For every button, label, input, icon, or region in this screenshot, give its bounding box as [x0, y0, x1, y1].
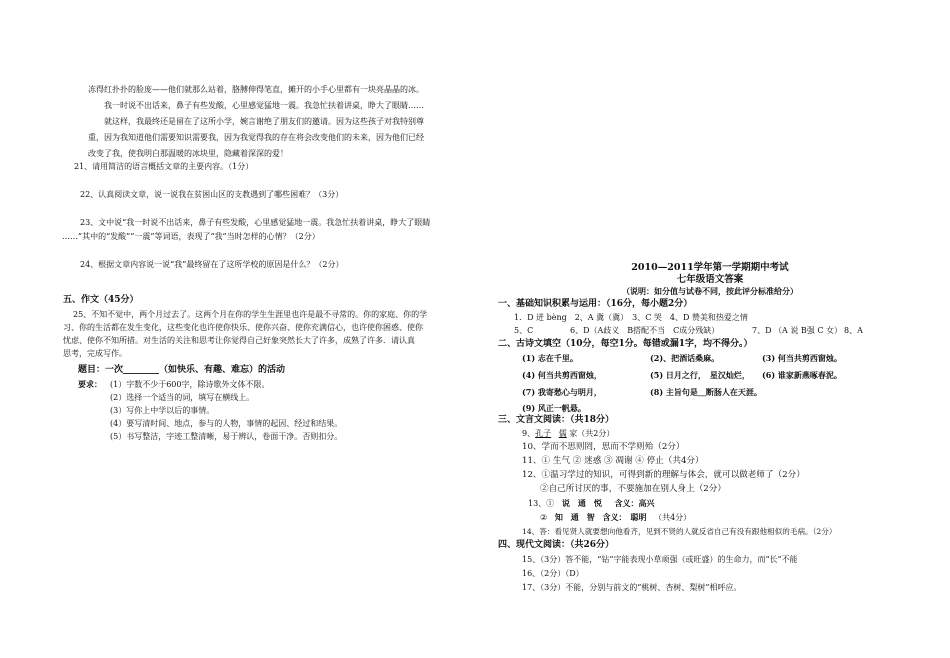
- poem-answer-5: (5) 日月之行， 星汉灿烂，: [650, 370, 750, 380]
- answer-14: 14、答：看见贤人就要想向他看齐，见到不贤的人就反省自己有没有跟他相似的毛病。（2分）: [522, 527, 837, 536]
- passage-line-2: 我一时说不出话来，鼻子有些发酸，心里感觉猛地一震。我急忙扶着讲桌，睁大了眼睛……: [104, 101, 424, 110]
- answer-13-prefix: 13、①: [528, 499, 555, 508]
- question-24: 24、根据文章内容说一说“我”最终留在了这所学校的原因是什么？（2分）: [80, 260, 344, 269]
- answer-12-line-1: 12、①温习学过的知识，可得到新的理解与体会，就可以做老师了（2分）: [522, 470, 805, 480]
- requirement-3: (3）写你上中学以后的事情。: [110, 406, 215, 415]
- section-1-answers-row-1: 1．D 迸 bèng 2、A 冀（冀） 3、C 哭 4、D 赞美和热爱之情: [514, 313, 748, 322]
- answer-12-line-2: ②自己所讨厌的事，不要施加在别人身上（2分）: [540, 484, 726, 494]
- section-1-answer-8: 8、A: [844, 326, 863, 335]
- answer-title: 2010—2011学年第一学期期中考试: [631, 262, 789, 273]
- passage-line-1: 冻得红扑扑的脸庞——他们就那么站着，胳膊伸得笔直，摊开的小手心里都有一块亮晶晶的冰。: [88, 85, 424, 94]
- question-22: 22、认真阅读文章，说一说我在贫困山区的支教遇到了哪些困难？（3分）: [80, 190, 344, 199]
- answer-17: 17、（3分）不能，分别与前文的“桃树、杏树、梨树”相呼应。: [522, 583, 742, 592]
- section-1-answer-5: 5、C: [514, 326, 534, 335]
- question-21: 21、请用简洁的语言概括文章的主要内容。（1分）: [74, 162, 254, 171]
- answer-13-line-2: [540, 512, 691, 523]
- poem-answer-7: (7) 我寄愁心与明月，: [522, 387, 602, 397]
- section-1-answer-7: 7、D （A 说 B强 C 女）: [752, 326, 842, 335]
- poem-answer-9: (9) 风正一帆悬。: [522, 403, 586, 413]
- answer-13-meaning-2: 含义： 聪明: [602, 512, 647, 522]
- answer-16: 16、（2分）（D）: [522, 569, 584, 578]
- section-1-heading: 一、基础知识积累与运用：（16分，每小题2分）: [498, 299, 693, 309]
- poem-answer-3: (3) 何当共剪西窗烛。: [762, 353, 842, 363]
- poem-answer-4: (4) 何当共剪西窗烛，: [522, 370, 602, 380]
- answer-13-meaning-1: 含义：高兴: [614, 498, 655, 508]
- question-23-line-2: ……”其中的“发酸”“一震”等词语，表现了“我”当时怎样的心情？（2分）: [62, 232, 320, 241]
- answer-10: 10、学而不思则罔，思而不学则殆（2分）: [522, 442, 685, 452]
- poem-answer-2: (2)、把酒话桑麻。: [650, 353, 720, 363]
- answer-subtitle: 七年级语文答案: [676, 274, 744, 285]
- essay-prompt-line-3: 忧虑、使你不知所措。对生活的关注和思考让你觉得自己好象突然长大了许多，成熟了许多．请认真: [63, 336, 415, 345]
- answer-13-word-1: 说 通 悦: [561, 498, 602, 508]
- poem-answer-6: (6) 谁家新燕啄春泥。: [762, 370, 842, 380]
- requirement-4: (4）要写清时间、地点，参与的人物，事情的起因、经过和结果。: [110, 419, 343, 428]
- answer-13-line-1: [528, 498, 655, 509]
- answer-9-suffix: 家（共2分）: [569, 429, 615, 438]
- answer-11: 11、① 生气 ② 迷惑 ③ 凋谢 ④ 停止（共4分）: [522, 456, 704, 466]
- answer-9-prefix: 9、: [522, 429, 536, 438]
- essay-prompt-line-2: 习、你的生活都在发生变化，这些变化也许使你快乐、使你兴奋、使你充满信心，也许使你困惑、使你: [63, 323, 423, 332]
- answer-note: （说明：如分值与试卷不同，按此评分标准给分）: [622, 286, 798, 296]
- essay-heading: 五、作文（45分）: [63, 295, 139, 305]
- section-2-heading: 二、古诗文填空（10分，每空1分。每错或漏1字，均不得分。）: [498, 339, 753, 349]
- poem-answer-1: (1) 志在千里。: [522, 353, 578, 363]
- passage-line-5: 改变了我，使我明白那温暖的冰块里，隐藏着深深的爱！: [88, 149, 288, 158]
- requirement-1: (1）字数不少于600字，除诗歌外文体不限。: [110, 380, 270, 389]
- answer-13-prefix-2: ②: [540, 513, 548, 522]
- requirements-label: 要求：: [78, 379, 102, 389]
- answer-13-score: （共4分）: [654, 513, 692, 522]
- essay-prompt-line-1: 25、不知不觉中，两个月过去了。这两个月在你的学生生涯里也许是最不寻常的。你的家庭、你的学: [73, 310, 428, 319]
- section-1-answer-6: 6、D（A歧义 B搭配不当 C成分残缺）: [570, 326, 720, 335]
- answer-15: 15、（3分）答不能，“钻”字能表现小草顽强（或旺盛）的生命力，而“长”不能: [522, 555, 798, 564]
- question-23-line-1: 23、文中说“我一时说不出话来，鼻子有些发酸，心里感觉猛地一震。我急忙扶着讲桌，睁大了眼睛: [80, 218, 431, 227]
- requirement-2: (2）选择一个适当的词，填写在横线上。: [110, 393, 255, 402]
- answer-9: [522, 428, 614, 439]
- poem-answer-8: (8) 主旨句是＿断肠人在天涯。: [650, 387, 762, 397]
- section-3-heading: 三、文言文阅读：（共18分）: [498, 415, 615, 425]
- essay-title: 题目：一次________（如快乐、有趣、难忘）的活动: [78, 365, 286, 375]
- answer-13-word-2: 知 通 智: [554, 512, 595, 522]
- essay-prompt-line-4: 思考，完成写作。: [63, 349, 127, 358]
- requirement-5: (5）书写整洁，字迹工整清晰，易于辨认，卷面干净。否则扣分。: [110, 432, 343, 441]
- answer-9-word-2: 儒: [558, 429, 567, 438]
- passage-line-3: 就这样，我最终还是留在了这所小学，婉言谢绝了朋友们的邀请。因为这些孩子对我特别尊: [104, 117, 424, 126]
- passage-line-4: 重，因为我知道他们需要知识需要我，因为我觉得我的存在将会改变他们的未来，因为他们已经: [88, 133, 424, 142]
- section-4-heading: 四、现代文阅读：（共26分）: [498, 540, 615, 550]
- answer-9-word-1: 孔子: [535, 429, 552, 438]
